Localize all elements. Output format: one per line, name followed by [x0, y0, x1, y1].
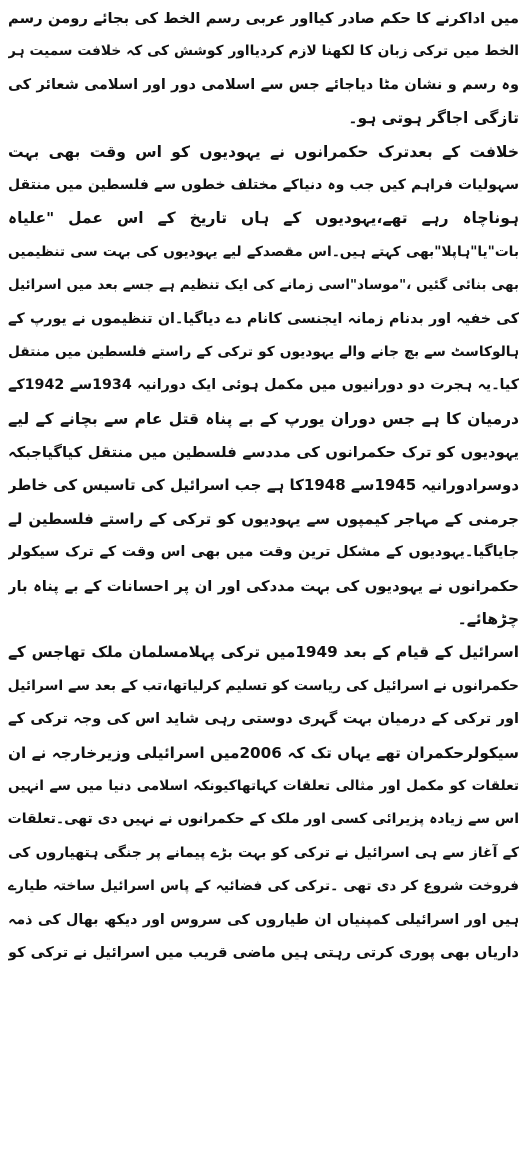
text-line: سہولیات فراہم کیں جب وہ دنیاکے مختلف خطوں سے فلسطین میں منتقل [8, 176, 519, 193]
text-line: دوسرادورانیہ 1945سے 1948کا ہے جب اسرائیل کی تاسیس کی خاطر [8, 476, 519, 495]
text-line: ہالوکاسٹ سے بچ جانے والے یہودیوں کو ترکی کے راستے فلسطین میں منتقل [8, 343, 519, 360]
text-line: داریاں بھی پوری کرتی رہتی ہیں ماضی قریب میں اسرائیل نے ترکی کو [8, 944, 519, 961]
text-line: کے آغاز سے ہی اسرائیل نے ترکی کو بہت بڑے پیمانے پر جنگی ہتھیاروں کی [8, 844, 519, 861]
text-line: الخط میں ترکی زبان کا لکھنا لازم کردیااور کوشش کی کہ خلافت سمیت ہر [8, 43, 519, 60]
text-line: تازگی اجاگر ہوتی ہو۔ [348, 109, 519, 128]
text-line: اس سے زیادہ پزیرائی کسی اور ملک کے حکمرانوں نے نہیں دی تھی۔تعلقات [8, 811, 519, 828]
text-line: درمیان کا ہے جس دوران یورپ کے بے پناہ قتل عام سے بچانے کے لیے [8, 409, 519, 428]
text-line: تعلقات کو مکمل اور مثالی تعلقات کہاتھاکیونکہ اسلامی دنیا میں سے انہیں [8, 777, 519, 794]
text-line: کی خفیہ اور بدنام زمانہ ایجنسی کانام دے دیاگیا۔ان تنظیموں نے یورپ کے [8, 310, 519, 327]
text-line: بھی بنائی گئیں ،"موساد"اسی زمانے کی ایک تنظیم ہے جسے بعد میں اسرائیل [8, 277, 519, 294]
text-line: جایاگیا۔یہودیوں کے مشکل ترین وقت میں بھی اس وقت کے ترک سیکولر [8, 544, 519, 561]
text-line: میں اداکرنے کا حکم صادر کیااور عربی رسم الخط کی بجائے رومن رسم [8, 10, 519, 27]
text-line: سیکولرحکمران تھے یہاں تک کہ 2006میں اسرائیلی وزیرخارجہ نے ان [8, 743, 519, 762]
text-line: وہ رسم و نشان مٹا دیاجائے جس سے اسلامی دور اور اسلامی شعائر کی [8, 76, 519, 93]
text-body [8, 2, 519, 970]
text-line: حکمرانوں نے یہودیوں کی بہت مددکی اور ان پر احسانات کے بے پناہ بار [8, 577, 519, 595]
text-line: کیا۔یہ ہجرت دو دورانیوں میں مکمل ہوئی ایک دورانیہ 1934سے 1942کے [8, 377, 519, 394]
text-line: فروخت شروع کر دی تھی ۔ترکی کی فضائیہ کے پاس اسرائیل ساختہ طیارے [8, 878, 519, 895]
text-line: اور ترکی کے درمیان بہت گہری دوستی رہی شاید اس کی وجہ ترکی کے [8, 711, 519, 728]
text-line: خلافت کے بعدترک حکمرانوں نے یہودیوں کو اس وقت بھی بہت [8, 142, 519, 161]
text-line: حکمرانوں نے اسرائیل کی ریاست کو تسلیم کرلیاتھا،تب کے بعد سے اسرائیل [8, 677, 519, 694]
text-line: بات"یا"ہاپلا"بھی کہتے ہیں۔اس مقصدکے لیے یہودیوں کی بہت سی تنظیمیں [8, 243, 519, 260]
text-line: اسرائیل کے قیام کے بعد 1949میں ترکی پہلامسلمان ملک تھاجس کے [8, 643, 519, 662]
text-line: یہودیوں کو ترک حکمرانوں کی مددسے فلسطین میں منتقل کیاگیاجبکہ [8, 444, 519, 462]
text-line: چڑھائے۔ [457, 610, 519, 629]
text-line: جرمنی کے مہاجر کیمپوں سے یہودیوں کو ترکی کے راستے فلسطین لے [8, 509, 519, 528]
text-line: ہیں اور اسرائیلی کمپنیاں ان طیاروں کی سروس اور دیکھ بھال کی ذمہ [8, 911, 519, 928]
text-line: ہوناچاہ رہے تھے،یہودیوں کے ہاں تاریخ کے اس عمل "علیاہ [8, 209, 519, 228]
